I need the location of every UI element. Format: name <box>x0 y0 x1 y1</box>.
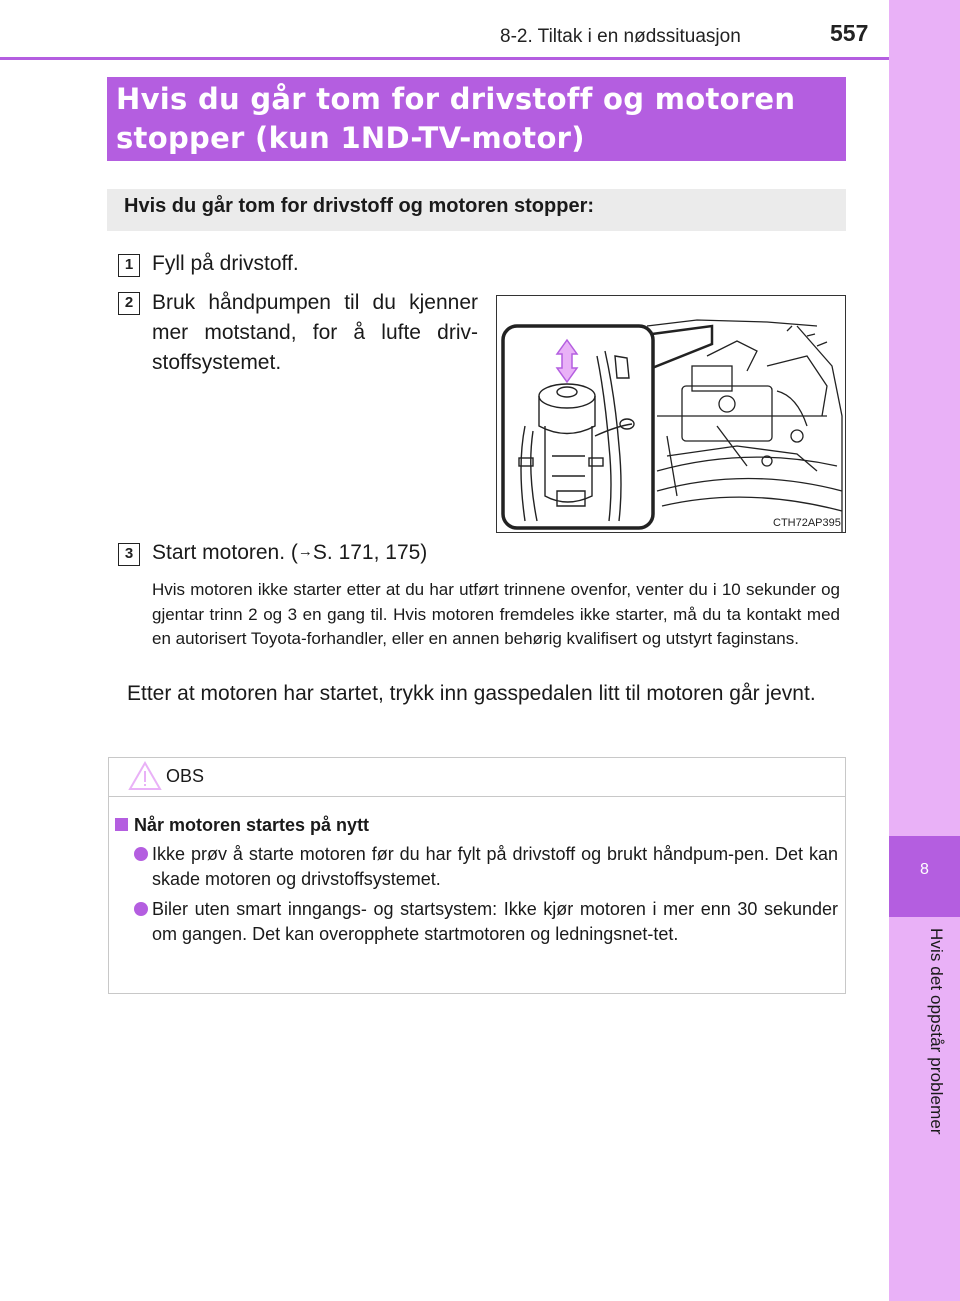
step-1-text: Fyll på drivstoff. <box>152 252 299 275</box>
step-2-text: Bruk håndpumpen til du kjenner mer motstand, for å lufte driv-stoffsystemet. <box>152 291 478 374</box>
chapter-title: Hvis det oppstår problemer <box>927 928 946 1135</box>
caution-heading: Når motoren startes på nytt <box>134 815 370 835</box>
warning-triangle-icon <box>128 761 162 791</box>
round-bullet-icon <box>134 847 148 861</box>
header-rule <box>0 57 889 60</box>
page-title-line-2: stopper (kun 1ND-TV-motor) <box>116 121 585 155</box>
section-title: 8-2. Tiltak i en nødssituasjon <box>500 26 741 47</box>
caution-item: Ikke prøv å starte motoren før du har fylt på drivstoff og brukt håndpum-pen. Det kan skade motoren og drivstoffsystemet. <box>152 844 838 889</box>
caution-header-rule <box>108 796 846 797</box>
page-number: 557 <box>830 20 869 46</box>
page-reference-arrow-icon: → <box>297 543 313 560</box>
step-number-3: 3 <box>118 543 140 566</box>
caution-label: OBS <box>166 766 205 786</box>
caution-item: Biler uten smart inngangs- og startsystem: Ikke kjør motoren i mer enn 30 sekunder om gangen. Det kan overopphete startmotoren og ledningsnet-tet. <box>152 899 838 944</box>
step-3-text-before: Start motoren. ( <box>152 541 298 564</box>
step-3-page-reference[interactable]: S. 171, 175) <box>312 541 428 564</box>
step-3-text <box>152 541 427 565</box>
step-number-1: 1 <box>118 254 140 277</box>
subheading: Hvis du går tom for drivstoff og motoren stopper: <box>124 195 595 217</box>
chapter-number: 8 <box>889 836 960 917</box>
step-number-2: 2 <box>118 292 140 315</box>
page-title <box>116 80 836 158</box>
step-3-note: Hvis motoren ikke starter etter at du har utført trinnene ovenfor, venter du i 10 sekunder og gjentar trinn 2 og 3 en gang til. Hvis motoren fremdeles ikke starter, må du ta kontakt med en autorisert Toyota-forhandler, eller en annen behørig kvalifisert og utstyrt faginstans. <box>152 580 840 648</box>
round-bullet-icon <box>134 902 148 916</box>
engine-illustration <box>497 296 845 532</box>
engine-fuel-pump-figure <box>496 295 846 533</box>
square-bullet-icon <box>115 818 128 831</box>
figure-code: CTH72AP395 <box>773 517 841 529</box>
after-start-paragraph: Etter at motoren har startet, trykk inn gasspedalen litt til motoren går jevnt. <box>127 682 816 705</box>
page-title-line-1: Hvis du går tom for drivstoff og motoren <box>116 82 796 116</box>
